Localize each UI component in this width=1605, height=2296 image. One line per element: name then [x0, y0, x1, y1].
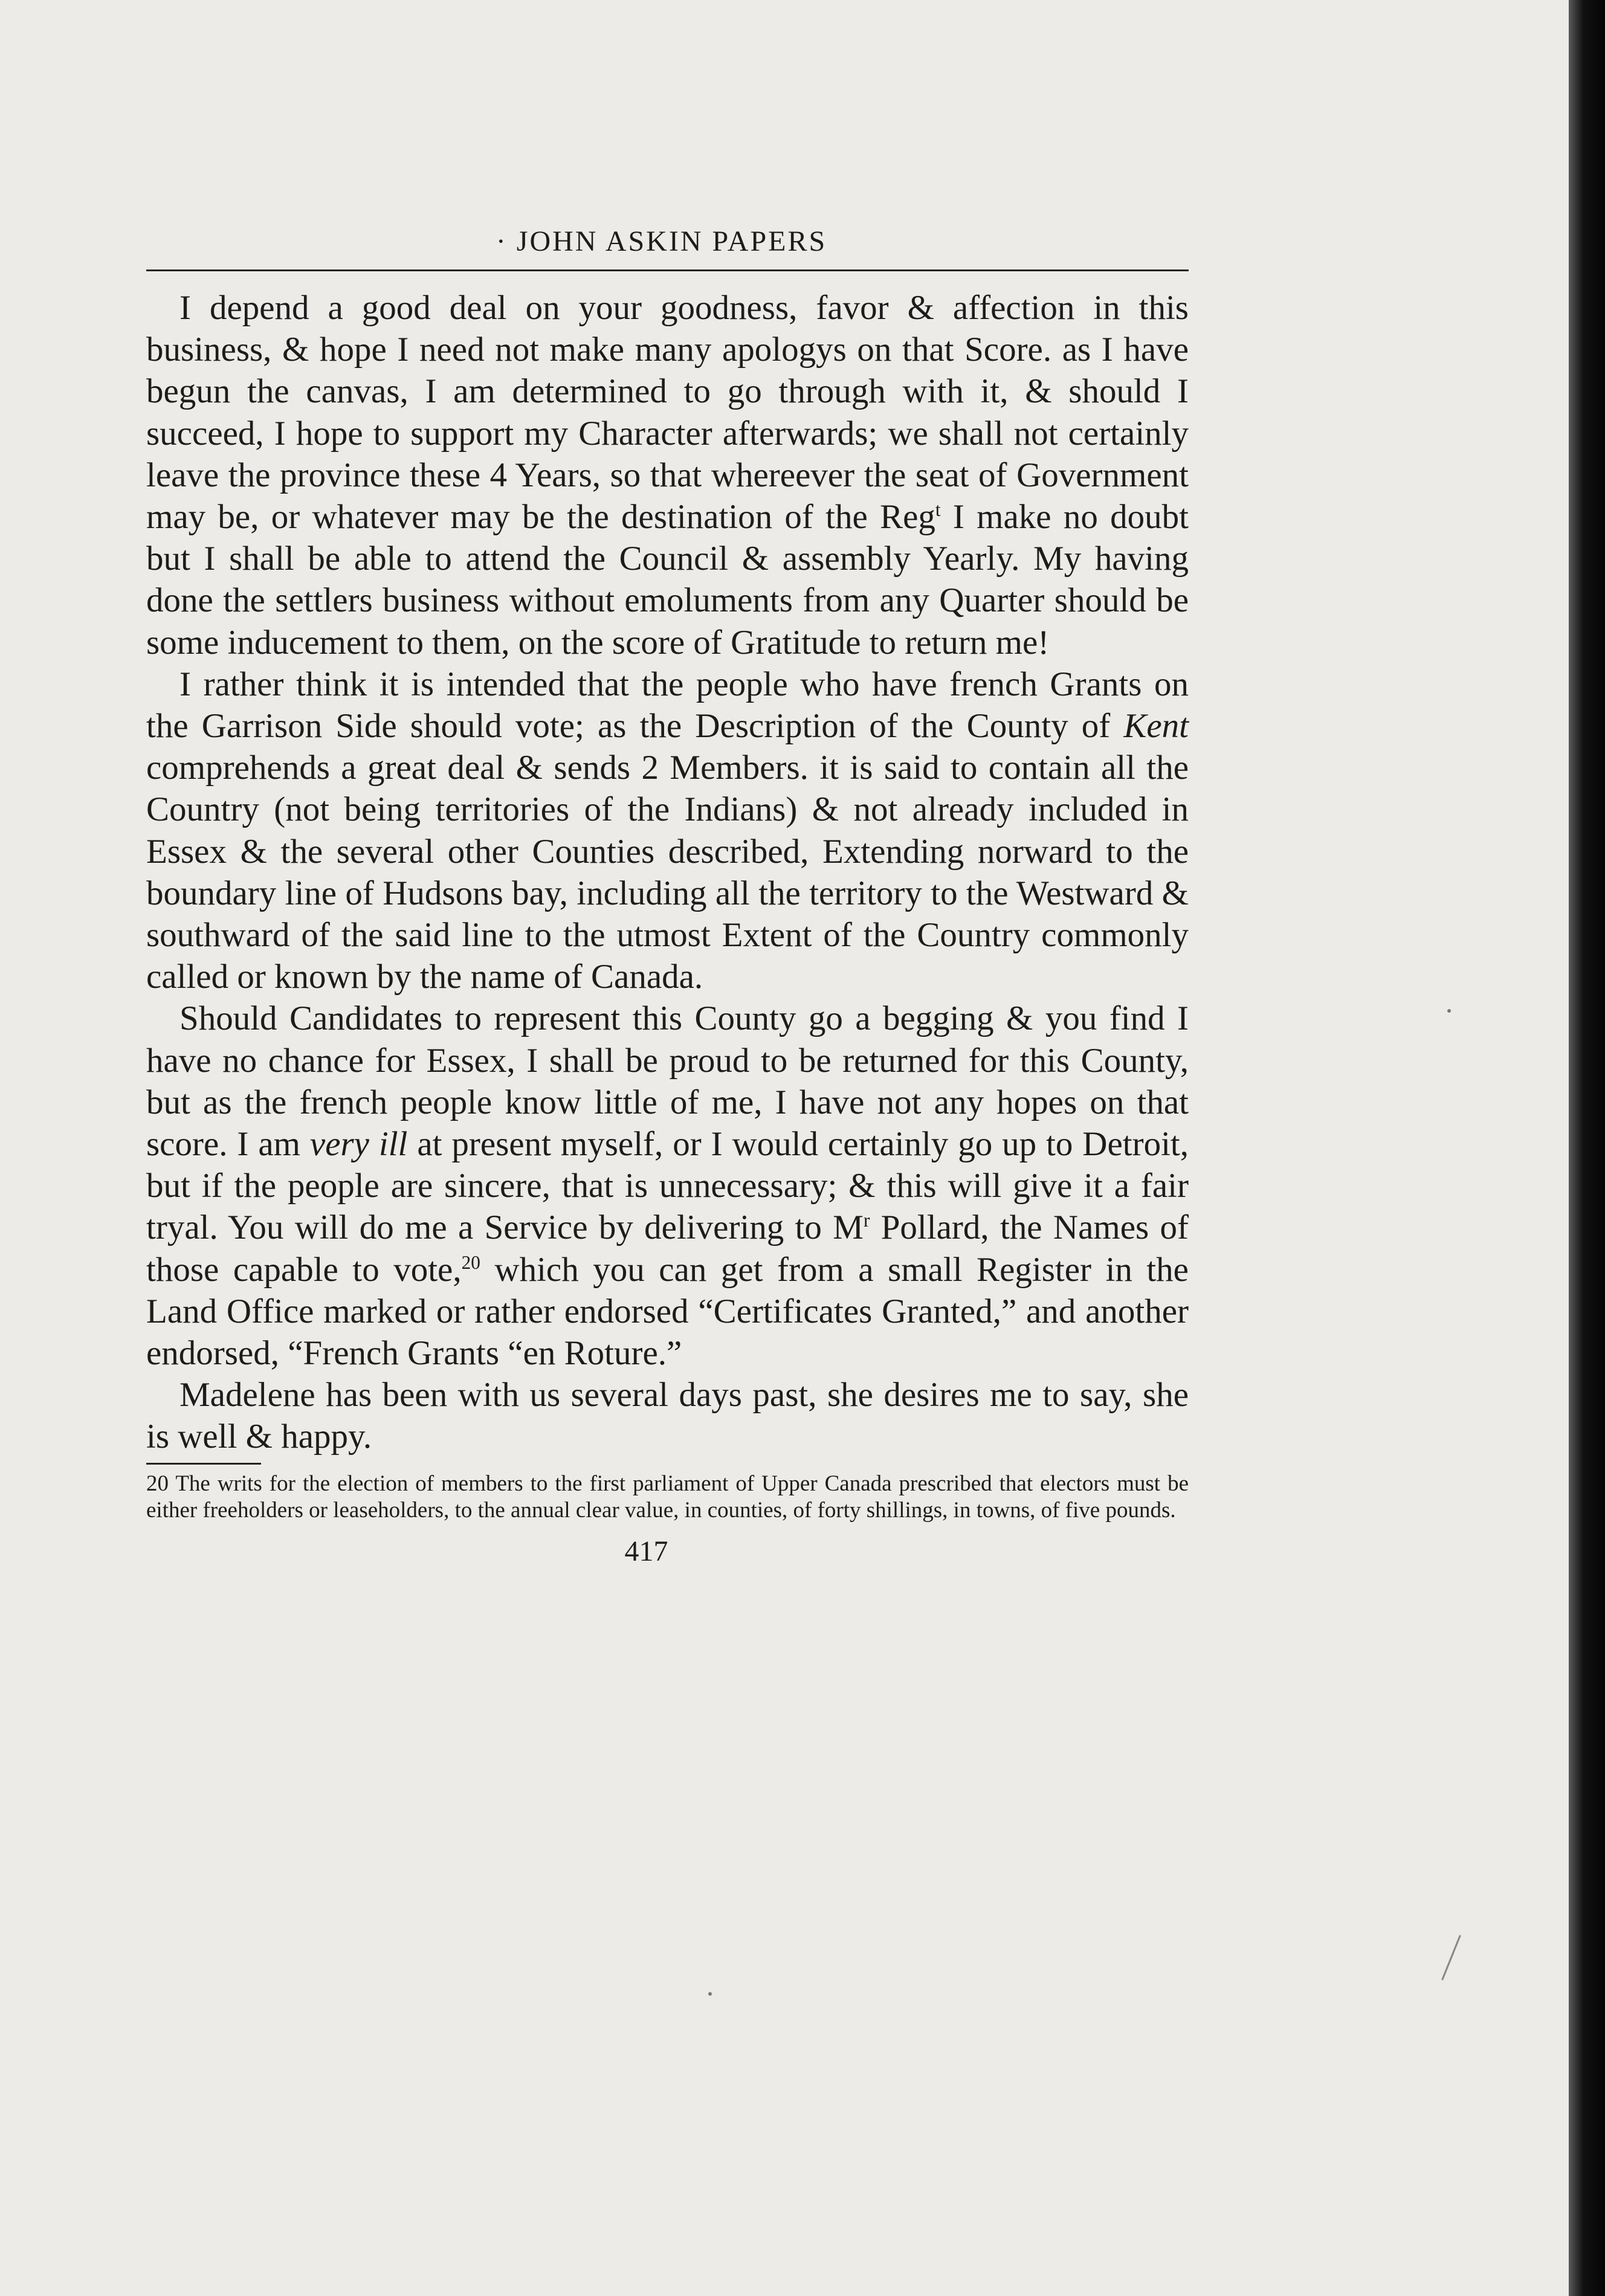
paragraph-1-part-a: I depend a good deal on your goodness, favor & affection in this business, & hope I need not make many apologys on that Score. as I have begun the canvas, I am determined to go through with it, & should I succeed, I hope to support my Character afterwards; we shall not certainly leave the province these 4 Years, so that whereever the seat of Government may be, or whatever may be the destination of the Reg	[146, 289, 1189, 537]
paragraph-3-part-c: Pollard, the Names of those capable to vote,	[146, 1208, 1189, 1289]
scan-stroke-mark	[1441, 1935, 1461, 1980]
speck-mark	[708, 1992, 712, 1996]
paragraph-3	[146, 998, 1189, 1374]
paragraph-2-part-b: comprehends a great deal & sends 2 Members. it is said to contain all the Country (not being territories of the Indians) & not already included in Essex & the several other Counties described, Extending norward to the boundary line of Hudsons bay, including all the territory to the Westward & southward of the said line to the utmost Extent of the Country commonly called or known by the name of Canada.	[146, 749, 1189, 996]
footnote-20: 20 The writs for the election of members to the first parliament of Upper Canada prescribed that electors must be either freeholders or leaseholders, to the annual clear value, in counties, of forty shillings, in towns, of five pounds.	[146, 1471, 1189, 1523]
paragraph-4: Madelene has been with us several days past, she desires me to say, she is well & happy.	[146, 1376, 1189, 1456]
body-text	[146, 287, 1189, 1458]
paragraph-3-part-d: which you can get from a small Register in the Land Office marked or rather endorsed “Certificates Granted,” and another endorsed, “French Grants “en Roture.”	[146, 1250, 1189, 1373]
text-block	[146, 218, 1189, 1568]
speck-mark	[1447, 1009, 1451, 1013]
italic-kent: Kent	[1123, 707, 1189, 746]
superscript-t: t	[935, 499, 941, 521]
running-head: · JOHN ASKIN PAPERS	[496, 225, 827, 257]
paragraph-2-part-a: I rather think it is intended that the people who have french Grants on the Garrison Side should vote; as the Description of the County of	[146, 665, 1189, 746]
footnote-reference-20: 20	[461, 1251, 480, 1273]
paragraph-1	[146, 287, 1189, 663]
paragraph-3-part-b: at present myself, or I would certainly go up to Detroit, but if the people are sincere, that is unnecessary; & this will give it a fair tryal. You will do me a Service by delivering to M	[146, 1125, 1189, 1247]
italic-very-ill: very ill	[309, 1125, 408, 1164]
paragraph-3-part-a: Should Candidates to represent this County go a begging & you find I have no chance for Essex, I shall be proud to be returned for this County, but as the french people know little of me, I have not any hopes on that score. I am	[146, 999, 1189, 1164]
footnote-rule	[146, 1463, 261, 1465]
page-edge-shadow	[1569, 0, 1605, 2296]
paragraph-2	[146, 663, 1189, 998]
paragraph-1-part-b: I make no doubt but I shall be able to attend the Council & assembly Yearly. My having done the settlers business without emoluments from any Quarter should be some inducement to them, on the score of Gratitude to return me!	[146, 498, 1189, 662]
page-number: 417	[624, 1535, 668, 1567]
header-rule	[146, 269, 1189, 271]
superscript-r: r	[863, 1210, 870, 1231]
